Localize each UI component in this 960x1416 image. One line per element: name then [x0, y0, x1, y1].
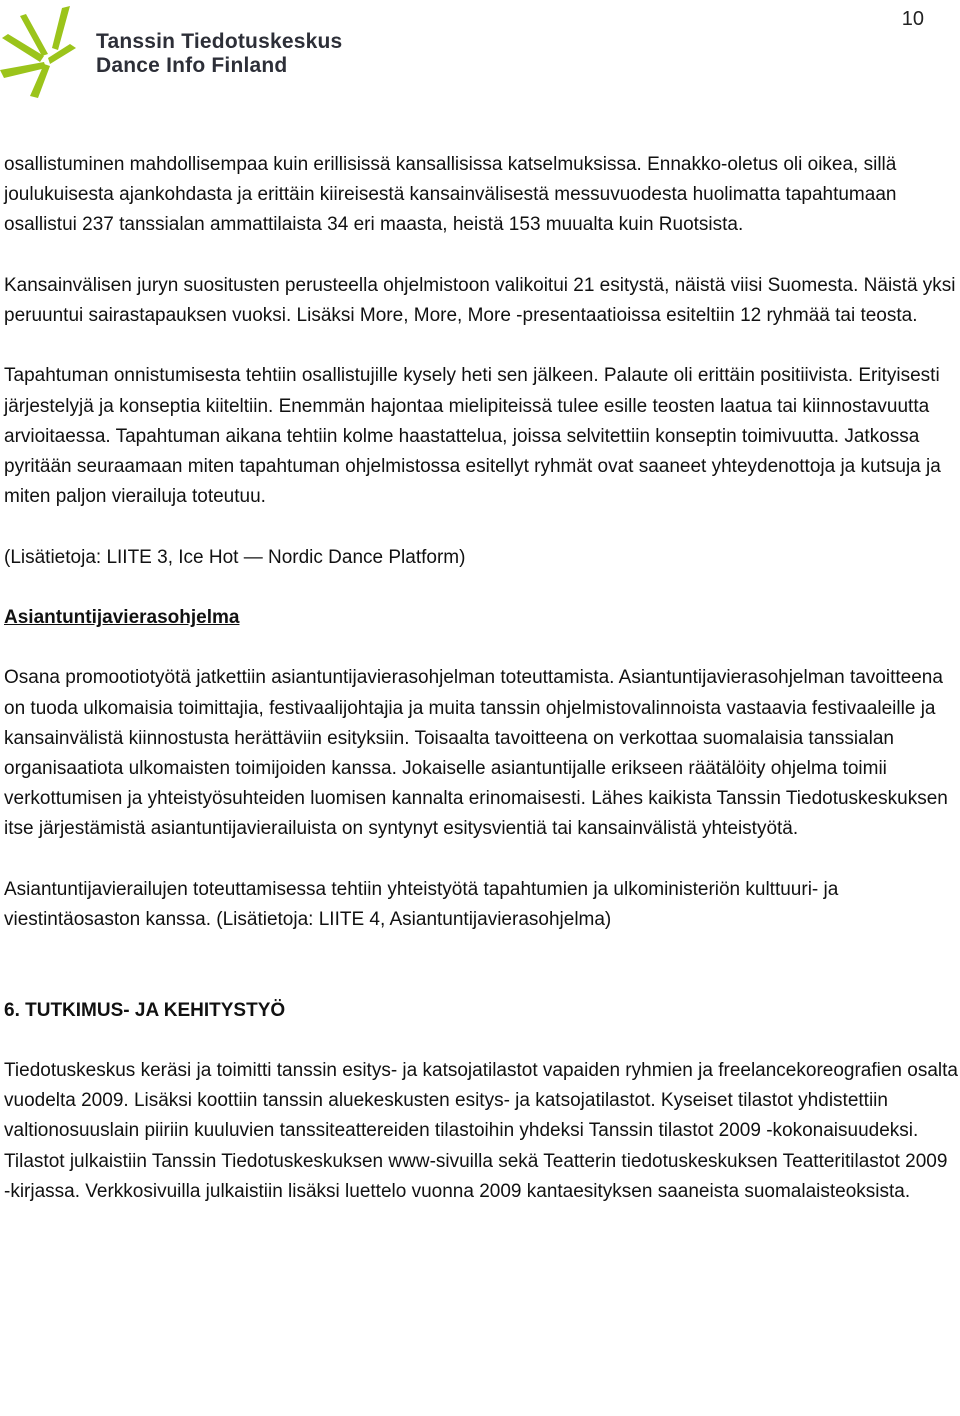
- section-heading-tutkimus: 6. TUTKIMUS- JA KEHITYSTYÖ: [4, 999, 286, 1021]
- page-number: 10: [901, 8, 924, 30]
- paragraph-6: Asiantuntijavierailujen toteuttamisessa tehtiin yhteistyötä tapahtumien ja ulkoministeriön kulttuuri- ja viestintäosaston kanssa. (Lisätietoja: LIITE 4, Asiantuntijavierasohjelma): [4, 878, 839, 930]
- paragraph-4: (Lisätietoja: LIITE 3, Ice Hot — Nordic Dance Platform): [4, 546, 466, 568]
- dance-info-finland-logo: [0, 4, 380, 100]
- logo-line2: Dance Info Finland: [96, 54, 288, 77]
- leaf-logo-icon: [0, 4, 92, 100]
- section-heading-asiantuntijavierasohjelma: Asiantuntijavierasohjelma: [4, 606, 240, 628]
- logo-line1: Tanssin Tiedotuskeskus: [96, 30, 343, 53]
- paragraph-7: Tiedotuskeskus keräsi ja toimitti tanssin esitys- ja katsojatilastot vapaiden ryhmien ja freelancekoreografien osalta vuodelta 2009. Lisäksi koottiin tanssin aluekeskusten esitys- ja katsojatilastot. Kyseiset tilastot yhdistettiin valtionosuuslain piiriin kuuluvien tanssiteattereiden tilastoihin yhdeksi Tanssin tilastot 2009 -kokonaisuudeksi. Tilastot julkaistiin Tanssin Tiedotuskeskuksen www-sivuilla sekä Teatterin tiedotuskeskuksen Teatteritilastot 2009 -kirjassa. Verkkosivuilla julkaistiin lisäksi luettelo vuonna 2009 kantaesityksen saaneista suomalaisteoksista.: [4, 1059, 958, 1202]
- paragraph-2: Kansainvälisen juryn suositusten perusteella ohjelmistoon valikoitui 21 esitystä, näistä viisi Suomesta. Näistä yksi peruuntui sairastapauksen vuoksi. Lisäksi More, More, More -presentaatioissa esiteltiin 12 ryhmää tai teosta.: [4, 274, 956, 326]
- logo-text: [96, 30, 342, 78]
- paragraph-1: osallistuminen mahdollisempaa kuin erillisissä kansallisissa katselmuksissa. Ennakko-oletus oli oikea, sillä joulukuisesta ajankohdasta ja erittäin kiireisestä kansainvälisestä messuvuodesta huolimatta tapahtumaan osallistui 237 tanssialan ammattilaista 34 eri maasta, heistä 153 muualta kuin Ruotsista.: [4, 154, 897, 236]
- document-body: [4, 150, 958, 1207]
- paragraph-5: Osana promootiotyötä jatkettiin asiantuntijavierasohjelman toteuttamista. Asiantuntijavierasohjelman tavoitteena on tuoda ulkomaisia toimittajia, festivaalijohtajia ja muita tanssin ohjelmistovalinnoista vastaavia festivaaleille ja kansainvälistä kiinnostusta herättäviin esityksiin. Toisaalta tavoitteena on verkottaa suomalaisia tanssialan organisaatiota ulkomaisten toimijoiden kanssa. Jokaiselle asiantuntijalle erikseen räätälöity ohjelma toimii verkottumisen ja yhteistyösuhteiden luomisen kannalta erinomaisesti. Lähes kaikista Tanssin Tiedotuskeskuksen itse järjestämistä asiantuntijavierailuista on syntynyt esitysvientiä tai kansainvälistä yhteistyötä.: [4, 667, 948, 840]
- paragraph-3: Tapahtuman onnistumisesta tehtiin osallistujille kysely heti sen jälkeen. Palaute oli erittäin positiivista. Erityisesti järjestelyjä ja konseptia kiiteltiin. Enemmän hajontaa mielipiteissä tulee esille teosten laatua tai kiinnostavuutta arvioitaessa. Tapahtuman aikana tehtiin kolme haastattelua, joissa selvitettiin konseptin toimivuutta. Jatkossa pyritään seuraamaan miten tapahtuman ohjelmistossa esitellyt ryhmät ovat saaneet yhteydenottoja ja kutsuja ja miten paljon vierailuja toteutuu.: [4, 365, 941, 508]
